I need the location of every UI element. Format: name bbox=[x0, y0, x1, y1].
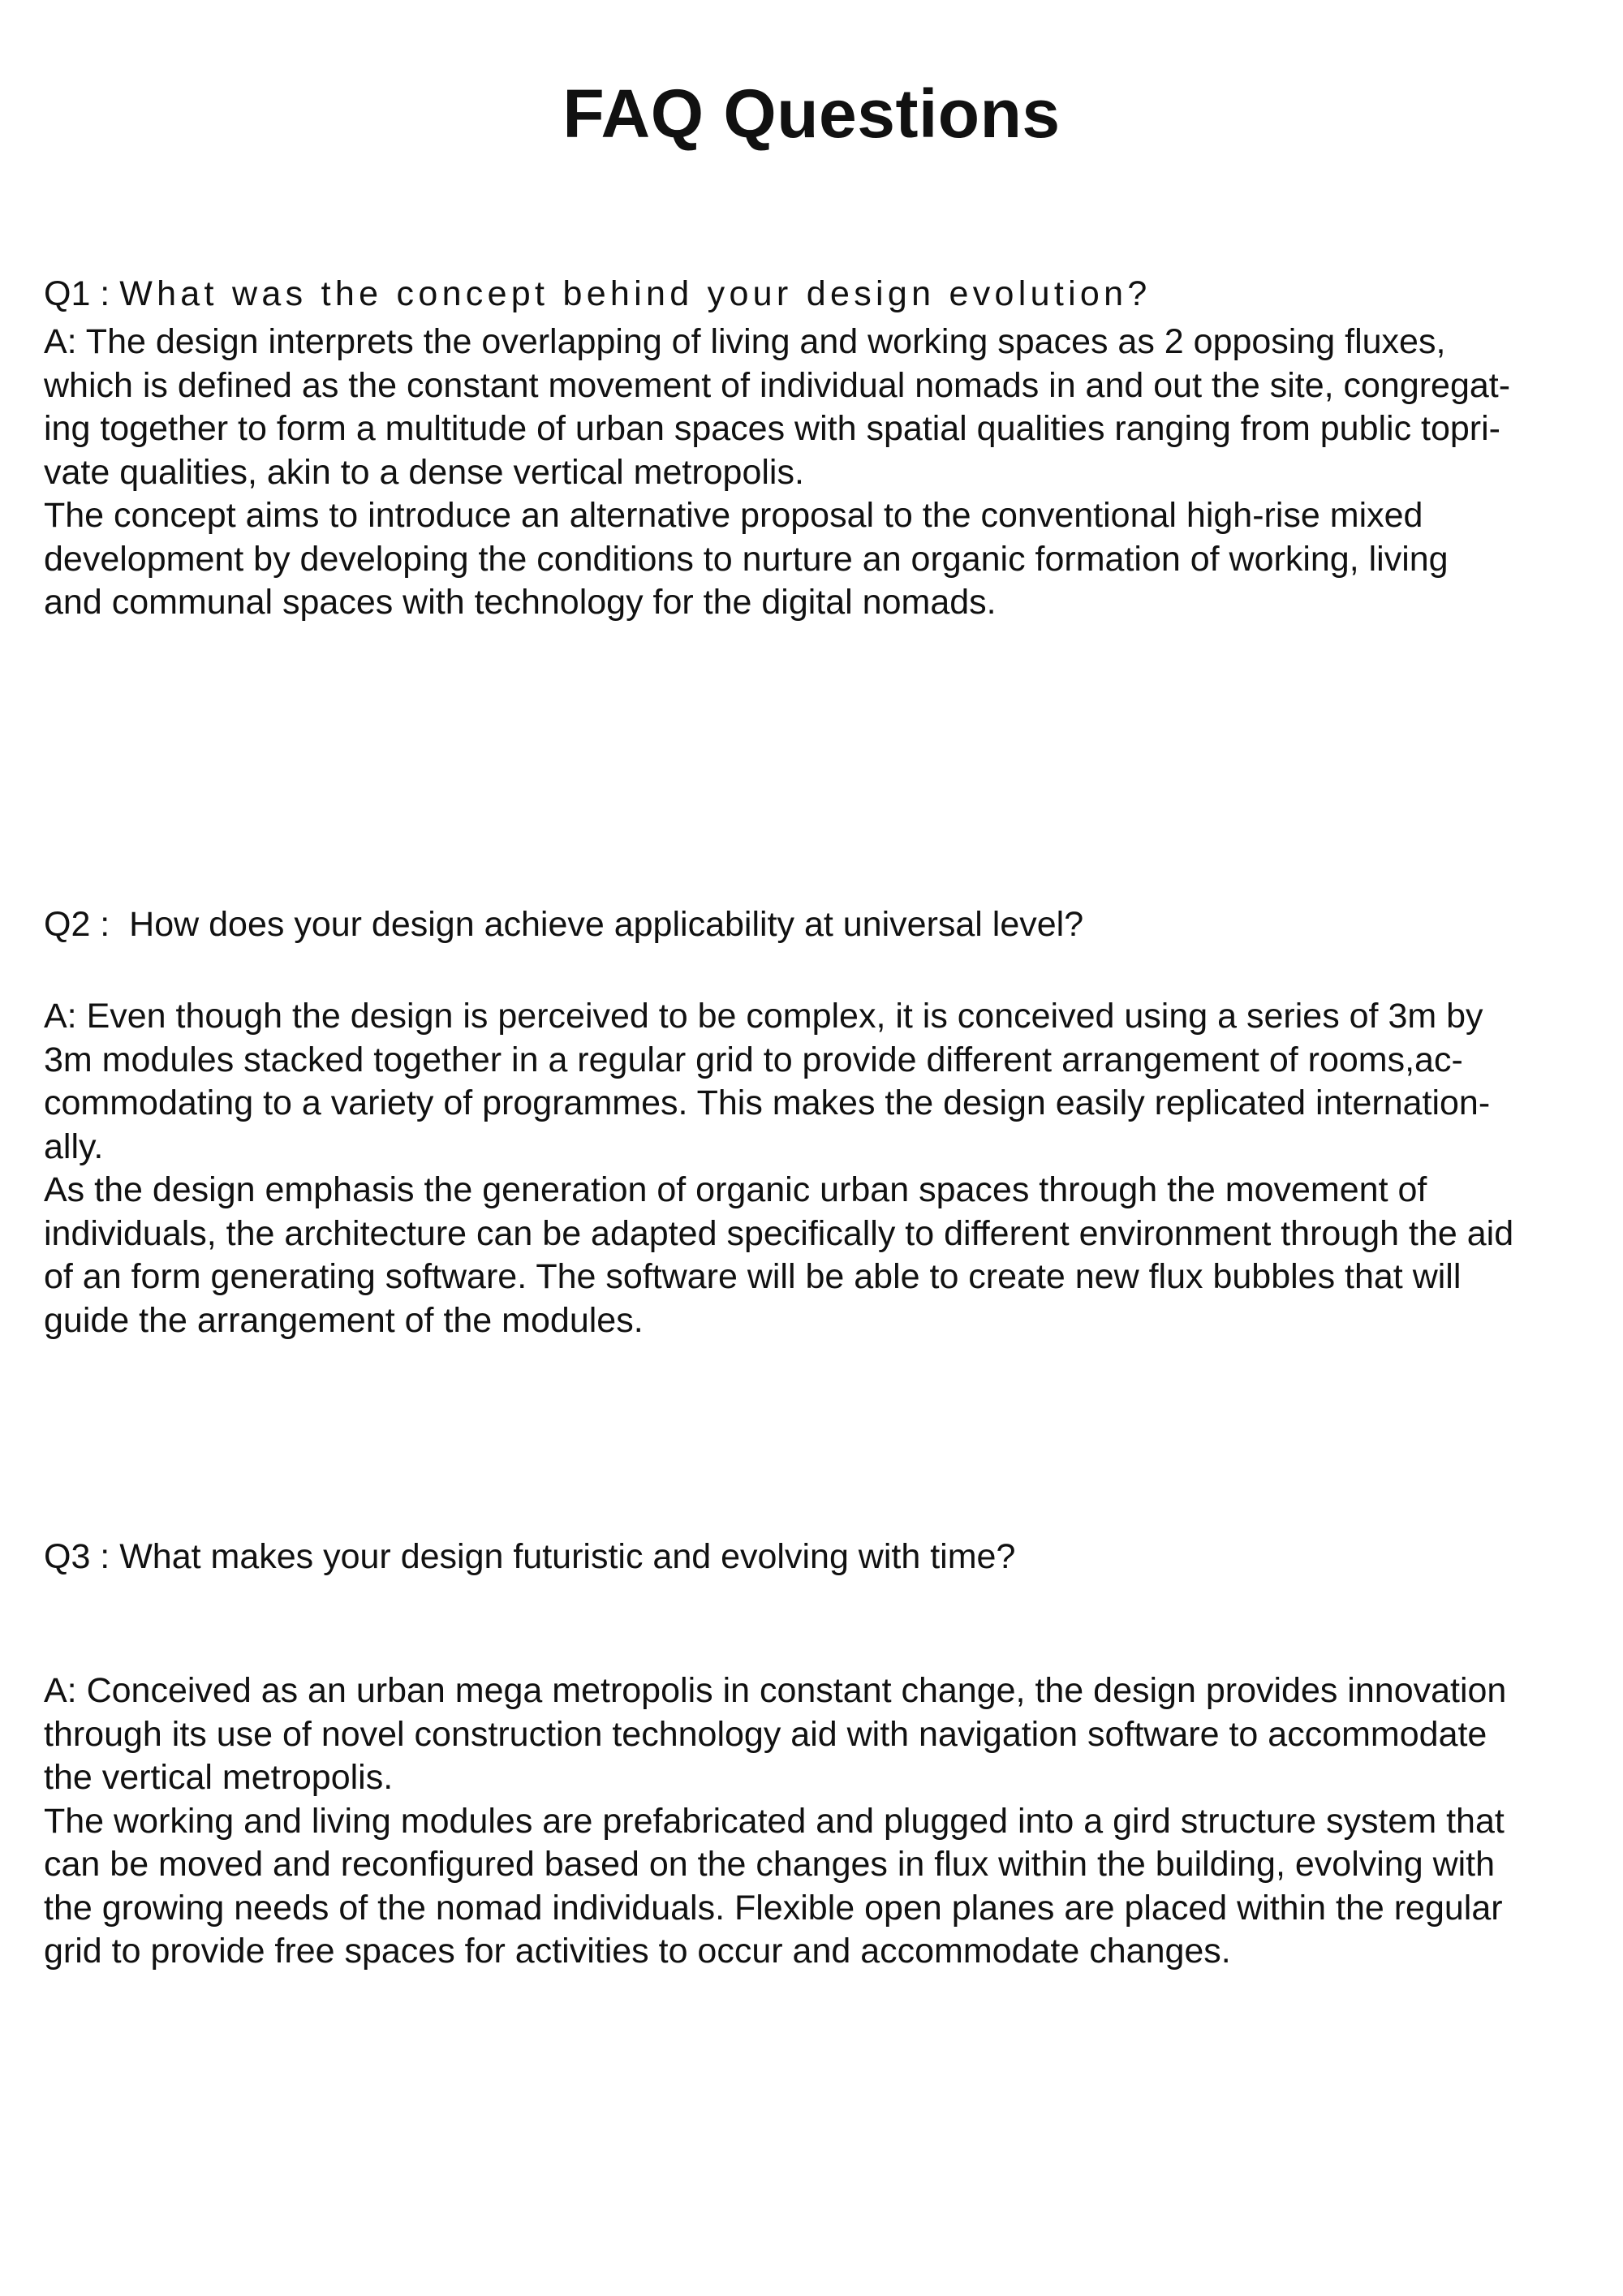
answer-line: ing together to form a multitude of urban spaces with spatial qualities ranging from public topri- bbox=[44, 409, 1500, 448]
faq-question-2 bbox=[44, 907, 1586, 942]
answer-line: A: The design interprets the overlapping of living and working spaces as 2 opposing fluxes, bbox=[44, 322, 1446, 361]
answer-line: The concept aims to introduce an alternative proposal to the conventional high-rise mixed bbox=[44, 496, 1423, 535]
question-text: What was the concept behind your design evolution? bbox=[119, 274, 1152, 313]
answer-line: commodating to a variety of programmes. This makes the design easily replicated internation- bbox=[44, 1083, 1491, 1122]
answer-line: guide the arrangement of the modules. bbox=[44, 1300, 644, 1340]
faq-question-1 bbox=[44, 274, 1586, 313]
answer-line: 3m modules stacked together in a regular grid to provide different arrangement of rooms,ac- bbox=[44, 1040, 1463, 1079]
answer-line: A: Conceived as an urban mega metropolis in constant change, the design provides innovation bbox=[44, 1671, 1507, 1710]
answer-line: A: Even though the design is perceived to be complex, it is conceived using a series of 3m by bbox=[44, 997, 1483, 1036]
faq-question-3 bbox=[44, 1537, 1586, 1576]
answer-line: of an form generating software. The software will be able to create new flux bubbles that will bbox=[44, 1257, 1462, 1296]
answer-line: vate qualities, akin to a dense vertical metropolis. bbox=[44, 452, 804, 492]
question-label: Q3 : bbox=[44, 1537, 120, 1576]
answer-line: The working and living modules are prefabricated and plugged into a gird structure system that bbox=[44, 1801, 1505, 1841]
answer-line: ally. bbox=[44, 1126, 104, 1166]
page-title: FAQ Questions bbox=[562, 75, 1061, 152]
faq-answer-2 bbox=[44, 995, 1586, 1342]
answer-line: through its use of novel construction technology aid with navigation software to accommodate bbox=[44, 1714, 1487, 1754]
answer-line: individuals, the architecture can be adapted specifically to different environment through the aid bbox=[44, 1213, 1514, 1253]
answer-line: grid to provide free spaces for activities to occur and accommodate changes. bbox=[44, 1932, 1231, 1971]
faq-answer-3 bbox=[44, 1669, 1586, 1974]
faq-answer-1 bbox=[44, 321, 1586, 625]
answer-line: the growing needs of the nomad individuals. Flexible open planes are placed within the regular bbox=[44, 1888, 1503, 1928]
answer-line: As the design emphasis the generation of organic urban spaces through the movement of bbox=[44, 1170, 1427, 1209]
question-label: Q2 : bbox=[44, 905, 130, 944]
answer-line: which is defined as the constant movement of individual nomads in and out the site, congregat- bbox=[44, 365, 1511, 405]
question-label: Q1 : bbox=[44, 274, 120, 313]
answer-line: and communal spaces with technology for the digital nomads. bbox=[44, 583, 997, 622]
question-text: How does your design achieve applicability at universal level? bbox=[129, 905, 1084, 944]
answer-line: can be moved and reconfigured based on the changes in flux within the building, evolving with bbox=[44, 1845, 1496, 1884]
question-text: What makes your design futuristic and evolving with time? bbox=[119, 1537, 1016, 1576]
answer-line: the vertical metropolis. bbox=[44, 1758, 394, 1797]
answer-line: development by developing the conditions to nurture an organic formation of working, living bbox=[44, 539, 1449, 579]
